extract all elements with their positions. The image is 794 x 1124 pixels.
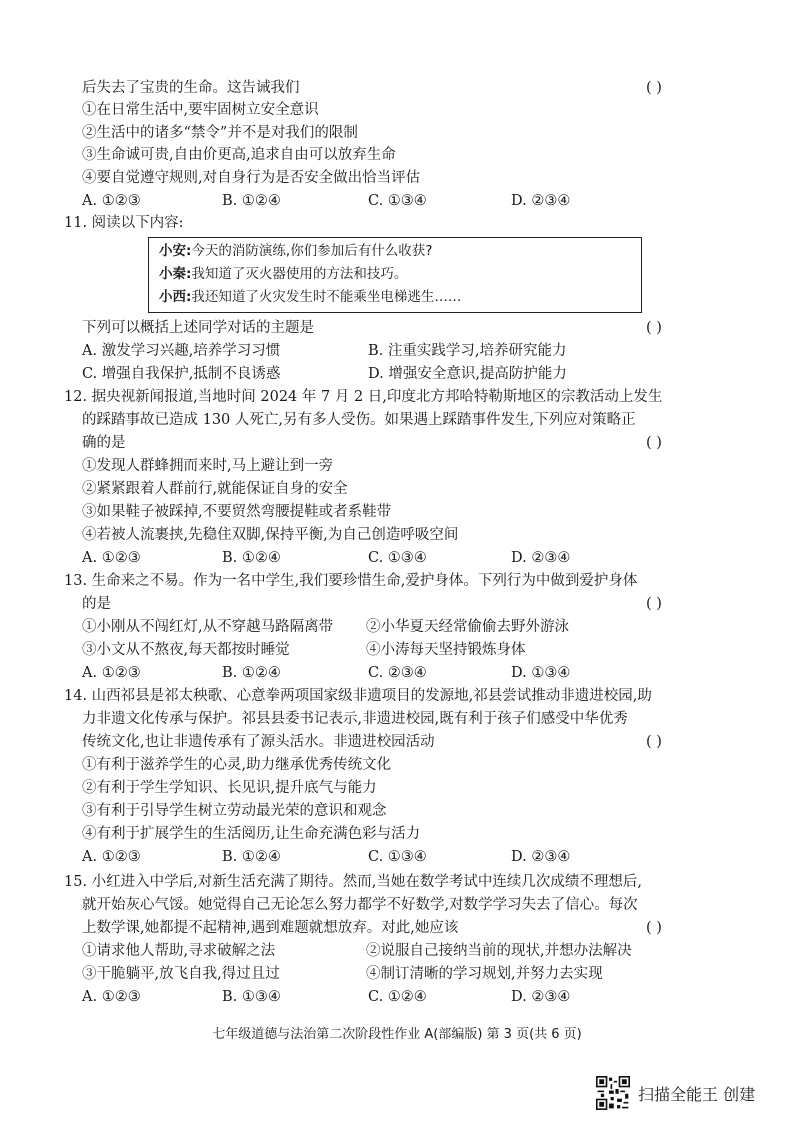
q12-item: ②紧紧跟着人群前行,就能保证自身的安全 xyxy=(82,481,348,497)
q11-option-b: B. 注重实践学习,培养研究能力 xyxy=(368,343,567,359)
q13-option-d: D. ①③④ xyxy=(511,665,571,681)
q12-stem: 12. 据央视新闻报道,当地时间 2024 年 7 月 2 日,印度北方邦哈特勒斯地区的宗教活动上发生 xyxy=(64,389,663,405)
q10-item: ②生活中的诸多“禁令”并不是对我们的限制 xyxy=(82,125,358,141)
q11-option-d: D. 增强安全意识,提高防护能力 xyxy=(368,366,567,382)
q14-item: ①有利于滋养学生的心灵,助力继承优秀传统文化 xyxy=(82,757,392,773)
q13-option-a: A. ①②③ xyxy=(82,665,141,681)
q10-option-c: C. ①③④ xyxy=(368,193,427,209)
q13-option-c: C. ②③④ xyxy=(368,665,427,681)
q11-dialogue-box xyxy=(148,237,642,313)
q15-option-b: B. ①③④ xyxy=(222,989,281,1005)
q15-stem: 上数学课,她都提不起精神,遇到难题就想放弃。对此,她应该 xyxy=(82,920,459,936)
q12-stem: 的踩踏事故已造成 130 人死亡,另有多人受伤。如果遇上踩踏事件发生,下列应对策略正 xyxy=(82,412,636,428)
q13-stem: 13. 生命来之不易。作为一名中学生,我们要珍惜生命,爱护身体。下列行为中做到爱护身体 xyxy=(64,573,638,589)
q12-item: ③如果鞋子被踩掉,不要贸然弯腰提鞋或者系鞋带 xyxy=(82,504,392,520)
q15-option-c: C. ①②④ xyxy=(368,989,427,1005)
q11-option-a: A. 激发学习兴趣,培养学习习惯 xyxy=(82,343,281,359)
q14-item: ②有利于学生学知识、长见识,提升底气与能力 xyxy=(82,780,377,796)
q13-item: ③小文从不熬夜,每天都按时睡觉 xyxy=(82,642,290,658)
q10-answer-paren: ( ) xyxy=(646,80,662,96)
q12-option-d: D. ②③④ xyxy=(511,550,571,566)
scanner-watermark xyxy=(596,1075,755,1111)
q15-option-a: A. ①②③ xyxy=(82,989,141,1005)
q15-answer-paren: ( ) xyxy=(646,920,662,936)
q10-stem: 后失去了宝贵的生命。这告诫我们 xyxy=(82,80,300,96)
qr-code-icon xyxy=(596,1076,630,1110)
q12-answer-paren: ( ) xyxy=(646,435,662,451)
q13-stem: 的是 xyxy=(82,596,111,612)
q15-stem: 15. 小红进入中学后,对新生活充满了期待。然而,当她在数学考试中连续几次成绩不理想后, xyxy=(64,874,642,890)
q10-item: ④要自觉遵守规则,对自身行为是否安全做出恰当评估 xyxy=(82,170,421,186)
q15-item: ③干脆躺平,放飞自我,得过且过 xyxy=(82,966,280,982)
dialogue-line: 小安:今天的消防演练,你们参加后有什么收获? xyxy=(159,243,433,259)
q12-stem: 确的是 xyxy=(82,435,126,451)
q12-option-a: A. ①②③ xyxy=(82,550,141,566)
q14-stem: 传统文化,也让非遗传承有了源头活水。非遗进校园活动 xyxy=(82,734,435,750)
q13-item: ①小刚从不闯红灯,从不穿越马路隔离带 xyxy=(82,619,334,635)
q11-answer-paren: ( ) xyxy=(646,320,662,336)
q12-option-c: C. ①③④ xyxy=(368,550,427,566)
q13-item: ④小涛每天坚持锻炼身体 xyxy=(366,642,526,658)
q14-item: ④有利于扩展学生的生活阅历,让生命充满色彩与活力 xyxy=(82,826,421,842)
q14-answer-paren: ( ) xyxy=(646,734,662,750)
q12-item: ①发现人群蜂拥而来时,马上避让到一旁 xyxy=(82,458,334,474)
q15-item: ①请求他人帮助,寻求破解之法 xyxy=(82,943,276,959)
q13-item: ②小华夏天经常偷偷去野外游泳 xyxy=(366,619,569,635)
q10-option-d: D. ②③④ xyxy=(511,193,571,209)
page-footer: 七年级道德与法治第二次阶段性作业 A(部编版) 第 3 页(共 6 页) xyxy=(212,1027,582,1042)
q11-question: 下列可以概括上述同学对话的主题是 xyxy=(82,320,314,336)
dialogue-line: 小秦:我知道了灭火器使用的方法和技巧。 xyxy=(159,266,408,282)
q12-item: ④若被人流裹挟,先稳住双脚,保持平衡,为自己创造呼吸空间 xyxy=(82,527,459,543)
q15-item: ④制订清晰的学习规划,并努力去实现 xyxy=(366,966,603,982)
q15-stem: 就开始灰心气馁。她觉得自己无论怎么努力都学不好数学,对数学学习失去了信心。每次 xyxy=(82,897,638,913)
q14-option-a: A. ①②③ xyxy=(82,849,141,865)
q10-option-a: A. ①②③ xyxy=(82,193,141,209)
q10-item: ①在日常生活中,要牢固树立安全意识 xyxy=(82,102,319,118)
dialogue-line: 小西:我还知道了火灾发生时不能乘坐电梯逃生…… xyxy=(159,289,462,305)
q15-item: ②说服自己接纳当前的现状,并想办法解决 xyxy=(366,943,632,959)
q12-option-b: B. ①②④ xyxy=(222,550,281,566)
q14-option-c: C. ①③④ xyxy=(368,849,427,865)
q10-item: ③生命诚可贵,自由价更高,追求自由可以放弃生命 xyxy=(82,147,396,163)
q13-answer-paren: ( ) xyxy=(646,596,662,612)
q15-option-d: D. ②③④ xyxy=(511,989,571,1005)
q14-stem: 14. 山西祁县是祁太秧歌、心意拳两项国家级非遗项目的发源地,祁县尝试推动非遗进校园,助 xyxy=(64,688,652,704)
q11-option-c: C. 增强自我保护,抵制不良诱惑 xyxy=(82,366,281,382)
watermark-text: 扫描全能王 创建 xyxy=(638,1084,756,1104)
q10-option-b: B. ①②④ xyxy=(222,193,281,209)
q11-stem: 11. 阅读以下内容: xyxy=(64,215,184,231)
q13-option-b: B. ①②④ xyxy=(222,665,281,681)
q14-stem: 力非遗文化传承与保护。祁县县委书记表示,非遗进校园,既有利于孩子们感受中华优秀 xyxy=(82,711,628,727)
q14-option-b: B. ①②④ xyxy=(222,849,281,865)
q14-option-d: D. ②③④ xyxy=(511,849,571,865)
q14-item: ③有利于引导学生树立劳动最光荣的意识和观念 xyxy=(82,803,387,819)
